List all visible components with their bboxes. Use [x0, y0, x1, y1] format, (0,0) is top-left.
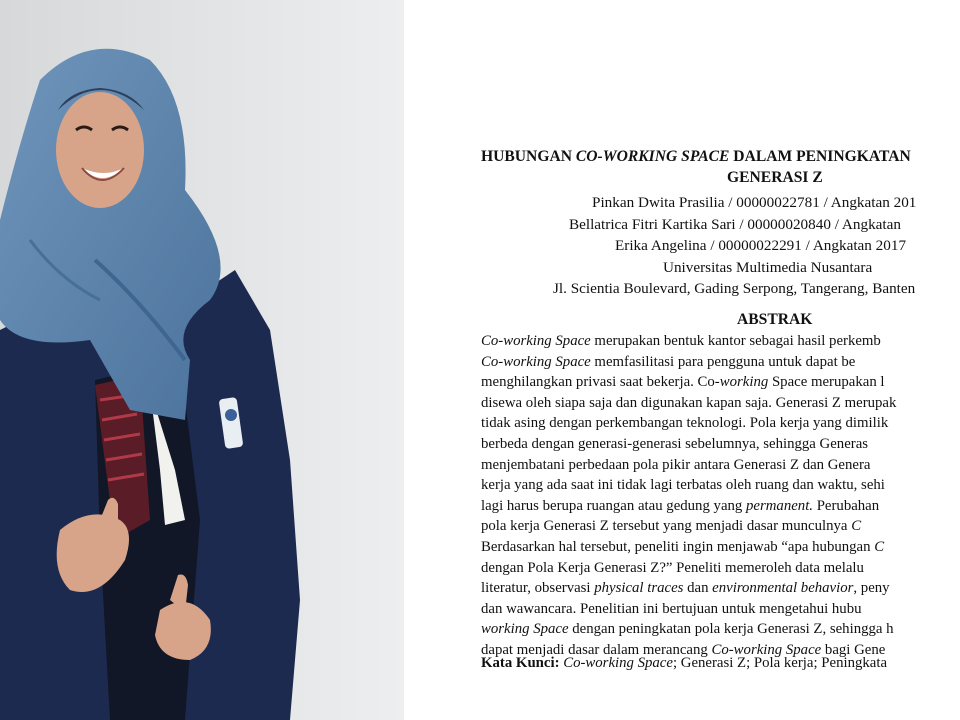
abstract-text: Co-working Space	[481, 353, 591, 370]
abstract-text: disewa oleh siapa saja dan digunakan kapan saja. Generasi Z merupak	[481, 394, 897, 411]
abstract-text: C	[851, 518, 862, 535]
abstract-text: physical traces	[594, 580, 684, 597]
abstract-text: permanent.	[746, 497, 813, 514]
abstract-body	[481, 331, 960, 661]
author-1: Pinkan Dwita Prasilia / 00000022781 / Angkatan 201	[592, 194, 917, 211]
abstract-text: Co-working Space	[481, 333, 591, 349]
abstract-text: tidak asing dengan perkembangan teknologi. Pola kerja yang dimilik	[481, 415, 889, 432]
abstract-text: kerja yang ada saat ini tidak lagi terbatas oleh ruang dan waktu, sehi	[481, 477, 885, 494]
abstract-text: working	[719, 374, 769, 391]
abstract-text: literatur, observasi	[481, 580, 595, 597]
document-page	[404, 0, 960, 720]
paper-title	[481, 146, 960, 188]
author-block	[404, 192, 960, 300]
address: Jl. Scientia Boulevard, Gading Serpong, Tangerang, Banten	[553, 280, 916, 297]
abstract-text: working Space	[481, 621, 569, 638]
abstract-line	[481, 578, 960, 599]
abstract-text: merupakan bentuk kantor sebagai hasil perkemb	[590, 333, 881, 349]
title-part1: HUBUNGAN	[481, 148, 576, 165]
university: Universitas Multimedia Nusantara	[663, 258, 873, 276]
abstract-line	[481, 393, 960, 414]
title-part2: DALAM PENINGKATAN	[729, 148, 911, 165]
abstract-line	[481, 331, 960, 352]
abstract-text: C	[874, 538, 885, 555]
abstract-line	[481, 413, 960, 434]
keywords-text	[560, 655, 888, 671]
abstract-line	[481, 352, 960, 373]
title-line2: GENERASI Z	[727, 169, 823, 186]
portrait-photo	[0, 0, 404, 720]
abstract-line	[481, 455, 960, 476]
abstract-text: dan wawancara. Penelitian ini bertujuan untuk mengetahui hubu	[481, 600, 862, 617]
abstract-text: bagi Gene	[821, 641, 886, 658]
abstract-line	[481, 434, 960, 455]
abstract-heading: ABSTRAK	[737, 311, 813, 328]
abstract-text: memfasilitasi para pengguna untuk dapat be	[590, 353, 856, 370]
abstract-line	[481, 475, 960, 496]
keywords-line	[481, 655, 887, 672]
abstract-line	[481, 599, 960, 620]
abstract-line	[481, 537, 960, 558]
abstract-line	[481, 372, 960, 393]
abstract-line	[481, 558, 960, 579]
abstract-text: lagi harus berupa ruangan atau gedung yang	[481, 497, 747, 514]
abstract-text: dengan Pola Kerja Generasi Z?” Peneliti memeroleh data melalu	[481, 559, 864, 576]
abstract-text: dan	[683, 580, 713, 597]
abstract-text: menghilangkan privasi saat bekerja. Co-	[481, 374, 720, 391]
author-3: Erika Angelina / 00000022291 / Angkatan 2017	[615, 237, 907, 254]
abstract-text: , peny	[853, 580, 890, 597]
abstract-text: berbeda dengan generasi-generasi sebelumnya, sehingga Generas	[481, 435, 869, 452]
keywords-label: Kata Kunci:	[481, 655, 560, 671]
author-2: Bellatrica Fitri Kartika Sari / 00000020840 / Angkatan	[569, 215, 901, 233]
keyword-text: Co-working Space	[563, 655, 673, 671]
abstract-line	[481, 619, 960, 640]
abstract-text: Space merupakan l	[768, 374, 885, 391]
abstract-text: Berdasarkan hal tersebut, peneliti ingin menjawab “apa hubungan	[481, 538, 875, 555]
keyword-text: ; Generasi Z; Pola kerja; Peningkata	[672, 655, 888, 671]
abstract-text: menjembatani perbedaan pola pikir antara Generasi Z dan Genera	[481, 456, 871, 473]
abstract-text: environmental behavior	[712, 580, 854, 597]
abstract-text: dengan peningkatan pola kerja Generasi Z, sehingga h	[568, 621, 894, 638]
abstract-line	[481, 496, 960, 517]
portrait-illustration	[0, 0, 404, 720]
abstract-text: Perubahan	[813, 497, 880, 514]
abstract-text: pola kerja Generasi Z tersebut yang menjadi dasar munculnya	[481, 518, 852, 535]
abstract-text: dapat menjadi dasar dalam merancang	[481, 641, 712, 658]
abstract-line	[481, 516, 960, 537]
abstract-text: Co-working Space	[711, 641, 822, 658]
title-italic: CO-WORKING SPACE	[575, 148, 730, 165]
